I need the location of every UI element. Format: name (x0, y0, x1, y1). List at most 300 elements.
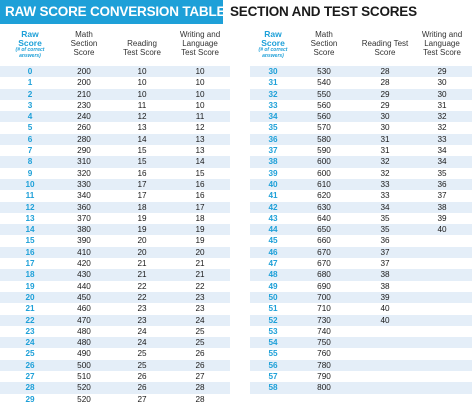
table-row (250, 213, 472, 224)
header-writing-line2: Language (424, 39, 460, 48)
table-row (250, 348, 472, 359)
math-score-cell: 600 (317, 157, 331, 167)
table-row (250, 303, 472, 314)
math-score-cell: 480 (77, 326, 91, 336)
reading-score-cell: 16 (137, 168, 147, 178)
raw-score-cell: 0 (27, 67, 33, 76)
writing-score-cell: 26 (195, 349, 205, 359)
raw-score-cell: 30 (268, 67, 278, 76)
table-header (250, 30, 472, 66)
writing-score-cell: 28 (195, 383, 205, 393)
reading-score-cell: 40 (380, 315, 390, 325)
writing-score-cell: 19 (195, 236, 205, 246)
math-score-cell: 450 (77, 292, 91, 302)
math-score-cell: 560 (317, 100, 331, 110)
table-row (0, 292, 230, 303)
reading-score-cell: 37 (380, 247, 390, 257)
reading-score-cell: 17 (137, 179, 147, 189)
math-score-cell: 700 (317, 292, 331, 302)
reading-score-cell: 28 (380, 67, 390, 76)
reading-score-cell: 35 (380, 213, 390, 223)
math-score-cell: 200 (77, 67, 91, 76)
table-body-left (0, 66, 230, 405)
writing-score-cell: 15 (195, 168, 205, 178)
math-score-cell: 230 (77, 100, 91, 110)
header-reading-line2: Score (374, 48, 396, 57)
reading-score-cell: 31 (380, 146, 390, 156)
reading-score-cell: 14 (137, 134, 147, 144)
writing-score-cell: 18 (195, 213, 205, 223)
math-score-cell: 760 (317, 349, 331, 359)
math-score-cell: 440 (77, 281, 91, 291)
math-score-cell: 660 (317, 236, 331, 246)
writing-score-cell: 23 (195, 304, 205, 314)
header-writing-line1: Writing and (421, 30, 463, 39)
math-score-cell: 550 (317, 89, 331, 99)
math-score-cell: 480 (77, 338, 91, 348)
writing-score-cell: 13 (195, 146, 205, 156)
raw-score-cell: 58 (268, 383, 278, 393)
raw-score-cell: 27 (25, 372, 35, 382)
table-row (0, 394, 230, 405)
header-raw-line2: Score (18, 38, 42, 48)
writing-score-cell: 29 (437, 67, 447, 76)
header-raw-score (250, 30, 296, 66)
raw-score-cell: 52 (268, 315, 278, 325)
reading-score-cell: 13 (137, 123, 147, 133)
reading-score-cell: 30 (380, 112, 390, 122)
reading-score-cell: 32 (380, 168, 390, 178)
writing-score-cell: 13 (195, 134, 205, 144)
reading-score-cell: 19 (137, 225, 147, 235)
table-row (250, 100, 472, 111)
math-score-cell: 380 (77, 225, 91, 235)
table-row (250, 145, 472, 156)
math-score-cell: 630 (317, 202, 331, 212)
table-row (250, 224, 472, 235)
raw-score-cell: 1 (27, 78, 33, 88)
table-row (0, 371, 230, 382)
raw-score-cell: 15 (25, 236, 35, 246)
header-math (298, 30, 350, 66)
writing-score-cell: 10 (195, 89, 205, 99)
raw-score-cell: 45 (268, 236, 278, 246)
math-score-cell: 640 (317, 213, 331, 223)
raw-score-cell: 38 (268, 157, 278, 167)
raw-score-cell: 21 (25, 304, 35, 314)
math-score-cell: 750 (317, 338, 331, 348)
table-row (0, 337, 230, 348)
table-row (250, 235, 472, 246)
writing-score-cell: 33 (437, 134, 447, 144)
reading-score-cell: 20 (137, 236, 147, 246)
table-row (250, 337, 472, 348)
reading-score-cell: 24 (137, 326, 147, 336)
math-score-cell: 260 (77, 123, 91, 133)
reading-score-cell: 36 (380, 236, 390, 246)
math-score-cell: 530 (317, 67, 331, 76)
table-row (0, 100, 230, 111)
writing-score-cell: 39 (437, 213, 447, 223)
raw-score-cell: 46 (268, 247, 278, 257)
math-score-cell: 580 (317, 134, 331, 144)
math-score-cell: 590 (317, 146, 331, 156)
table-row (250, 179, 472, 190)
table-row (0, 360, 230, 371)
reading-score-cell: 10 (137, 67, 147, 76)
math-score-cell: 710 (317, 304, 331, 314)
header-writing-line2: Language (182, 39, 218, 48)
writing-score-cell: 30 (437, 78, 447, 88)
math-score-cell: 310 (77, 157, 91, 167)
raw-score-cell: 43 (268, 213, 278, 223)
raw-score-cell: 40 (268, 179, 278, 189)
raw-score-cell: 55 (268, 349, 278, 359)
writing-score-cell: 34 (437, 157, 447, 167)
reading-score-cell: 26 (137, 383, 147, 393)
table-row (0, 156, 230, 167)
table-row (0, 179, 230, 190)
math-score-cell: 540 (317, 78, 331, 88)
reading-score-cell: 35 (380, 225, 390, 235)
writing-score-cell: 34 (437, 146, 447, 156)
writing-score-cell: 36 (437, 179, 447, 189)
raw-score-cell: 57 (268, 372, 278, 382)
conversion-table-right (250, 30, 472, 394)
header-math-line3: Score (73, 48, 95, 57)
table-row (0, 269, 230, 280)
raw-score-cell: 2 (27, 89, 33, 99)
reading-score-cell: 28 (380, 78, 390, 88)
header-writing-line3: Test Score (423, 48, 461, 57)
table-row (0, 66, 230, 77)
raw-score-cell: 8 (27, 157, 33, 167)
header-reading (112, 30, 172, 66)
header-math-line3: Score (313, 48, 335, 57)
math-score-cell: 370 (77, 213, 91, 223)
reading-score-cell: 27 (137, 394, 147, 404)
raw-score-cell: 47 (268, 259, 278, 269)
header-raw-score (2, 30, 58, 66)
writing-score-cell: 10 (195, 78, 205, 88)
raw-score-cell: 35 (268, 123, 278, 133)
reading-score-cell: 11 (137, 100, 147, 110)
table-row (250, 247, 472, 258)
raw-score-cell: 42 (268, 202, 278, 212)
header-writing-line3: Test Score (181, 48, 219, 57)
page-banner (0, 0, 474, 24)
table-row (0, 258, 230, 269)
raw-score-cell: 18 (25, 270, 35, 280)
raw-score-cell: 37 (268, 146, 278, 156)
raw-score-cell: 32 (268, 89, 278, 99)
table-row (250, 360, 472, 371)
header-raw-sub2: answers) (19, 52, 41, 59)
reading-score-cell: 19 (137, 213, 147, 223)
raw-score-cell: 4 (27, 112, 33, 122)
table-row (0, 315, 230, 326)
reading-score-cell: 38 (380, 281, 390, 291)
math-score-cell: 360 (77, 202, 91, 212)
writing-score-cell: 10 (195, 100, 205, 110)
math-score-cell: 340 (77, 191, 91, 201)
header-raw-sub1: (# of correct (15, 47, 45, 53)
conversion-table-left (0, 30, 230, 405)
math-score-cell: 690 (317, 281, 331, 291)
writing-score-cell: 21 (195, 270, 205, 280)
reading-score-cell: 26 (137, 372, 147, 382)
writing-score-cell: 24 (195, 315, 205, 325)
reading-score-cell: 32 (380, 157, 390, 167)
raw-score-cell: 16 (25, 247, 35, 257)
header-reading-line1: Reading (127, 39, 157, 48)
table-row (0, 348, 230, 359)
math-score-cell: 520 (77, 394, 91, 404)
table-row (0, 145, 230, 156)
raw-score-cell: 23 (25, 326, 35, 336)
math-score-cell: 390 (77, 236, 91, 246)
math-score-cell: 800 (317, 383, 331, 393)
reading-score-cell: 34 (380, 202, 390, 212)
table-row (250, 89, 472, 100)
table-row (250, 111, 472, 122)
raw-score-cell: 11 (25, 191, 35, 201)
writing-score-cell: 10 (195, 67, 205, 76)
table-title: RAW SCORE CONVERSION TABLE 1 (0, 0, 223, 24)
reading-score-cell: 23 (137, 315, 147, 325)
reading-score-cell: 29 (380, 100, 390, 110)
math-score-cell: 320 (77, 168, 91, 178)
raw-score-cell: 48 (268, 270, 278, 280)
reading-score-cell: 37 (380, 259, 390, 269)
raw-score-cell: 26 (25, 360, 35, 370)
raw-score-cell: 13 (25, 213, 35, 223)
writing-score-cell: 22 (195, 281, 205, 291)
raw-score-cell: 12 (25, 202, 35, 212)
math-score-cell: 410 (77, 247, 91, 257)
table-row (0, 303, 230, 314)
math-score-cell: 510 (77, 372, 91, 382)
table-row (250, 315, 472, 326)
table-row (0, 122, 230, 133)
table-row (0, 235, 230, 246)
header-writing (170, 30, 230, 66)
table-row (250, 66, 472, 77)
table-row (250, 292, 472, 303)
math-score-cell: 570 (317, 123, 331, 133)
math-score-cell: 240 (77, 112, 91, 122)
header-raw-line1: Raw (264, 29, 282, 39)
table-row (0, 326, 230, 337)
header-raw-line1: Raw (21, 29, 39, 39)
writing-score-cell: 17 (195, 202, 205, 212)
table-row (0, 247, 230, 258)
math-score-cell: 780 (317, 360, 331, 370)
table-row (250, 269, 472, 280)
table-row (250, 202, 472, 213)
table-row (0, 89, 230, 100)
header-writing-line1: Writing and (179, 30, 221, 39)
table-row (250, 382, 472, 393)
writing-score-cell: 27 (195, 372, 205, 382)
table-row (0, 382, 230, 393)
header-reading-line1: Reading Test (361, 39, 409, 48)
raw-score-cell: 6 (27, 134, 33, 144)
writing-score-cell: 16 (195, 179, 205, 189)
reading-score-cell: 33 (380, 179, 390, 189)
table-row (250, 77, 472, 88)
writing-score-cell: 31 (437, 100, 447, 110)
math-score-cell: 490 (77, 349, 91, 359)
raw-score-cell: 51 (268, 304, 278, 314)
reading-score-cell: 21 (137, 259, 147, 269)
table-row (0, 168, 230, 179)
reading-score-cell: 40 (380, 304, 390, 314)
raw-score-cell: 54 (268, 338, 278, 348)
header-raw-sub2: answers) (262, 52, 284, 59)
raw-score-cell: 56 (268, 360, 278, 370)
table-row (250, 371, 472, 382)
raw-score-cell: 53 (268, 326, 278, 336)
writing-score-cell: 32 (437, 123, 447, 133)
raw-score-cell: 31 (268, 78, 278, 88)
math-score-cell: 460 (77, 304, 91, 314)
reading-score-cell: 10 (137, 78, 147, 88)
table-row (250, 281, 472, 292)
raw-score-cell: 49 (268, 281, 278, 291)
section-title: SECTION AND TEST SCORES (230, 4, 417, 19)
reading-score-cell: 21 (137, 270, 147, 280)
reading-score-cell: 22 (137, 292, 147, 302)
writing-score-cell: 16 (195, 191, 205, 201)
table-row (250, 168, 472, 179)
reading-score-cell: 30 (380, 123, 390, 133)
math-score-cell: 560 (317, 112, 331, 122)
writing-score-cell: 19 (195, 225, 205, 235)
table-row (250, 258, 472, 269)
writing-score-cell: 37 (437, 191, 447, 201)
raw-score-cell: 34 (268, 112, 278, 122)
table-body-right (250, 66, 472, 394)
table-row (0, 213, 230, 224)
table-header (0, 30, 230, 66)
reading-score-cell: 25 (137, 349, 147, 359)
math-score-cell: 600 (317, 168, 331, 178)
math-score-cell: 620 (317, 191, 331, 201)
writing-score-cell: 26 (195, 360, 205, 370)
table-row (0, 77, 230, 88)
math-score-cell: 420 (77, 259, 91, 269)
raw-score-cell: 28 (25, 383, 35, 393)
reading-score-cell: 18 (137, 202, 147, 212)
header-writing (412, 30, 472, 66)
math-score-cell: 680 (317, 270, 331, 280)
writing-score-cell: 12 (195, 123, 205, 133)
math-score-cell: 650 (317, 225, 331, 235)
math-score-cell: 470 (77, 315, 91, 325)
header-math (58, 30, 110, 66)
reading-score-cell: 17 (137, 191, 147, 201)
table-row (250, 122, 472, 133)
raw-score-cell: 3 (27, 100, 33, 110)
header-math-line2: Section (310, 39, 338, 48)
raw-score-cell: 20 (25, 292, 35, 302)
raw-score-cell: 25 (25, 349, 35, 359)
table-row (0, 281, 230, 292)
raw-score-cell: 44 (268, 225, 278, 235)
math-score-cell: 670 (317, 247, 331, 257)
reading-score-cell: 25 (137, 360, 147, 370)
table-row (0, 134, 230, 145)
header-raw-line2: Score (261, 38, 285, 48)
math-score-cell: 740 (317, 326, 331, 336)
math-score-cell: 790 (317, 372, 331, 382)
reading-score-cell: 12 (137, 112, 147, 122)
raw-score-cell: 19 (25, 281, 35, 291)
writing-score-cell: 21 (195, 259, 205, 269)
reading-score-cell: 22 (137, 281, 147, 291)
writing-score-cell: 38 (437, 202, 447, 212)
writing-score-cell: 11 (195, 112, 205, 122)
math-score-cell: 500 (77, 360, 91, 370)
reading-score-cell: 31 (380, 134, 390, 144)
header-reading (354, 30, 416, 66)
header-math-line2: Section (70, 39, 98, 48)
reading-score-cell: 33 (380, 191, 390, 201)
math-score-cell: 280 (77, 134, 91, 144)
raw-score-cell: 24 (25, 338, 35, 348)
writing-score-cell: 25 (195, 338, 205, 348)
reading-score-cell: 20 (137, 247, 147, 257)
raw-score-cell: 39 (268, 168, 278, 178)
reading-score-cell: 15 (137, 157, 147, 167)
raw-score-cell: 17 (25, 259, 35, 269)
raw-score-cell: 50 (268, 292, 278, 302)
raw-score-cell: 36 (268, 134, 278, 144)
raw-score-cell: 33 (268, 100, 278, 110)
table-row (250, 326, 472, 337)
math-score-cell: 210 (77, 89, 91, 99)
math-score-cell: 200 (77, 78, 91, 88)
math-score-cell: 670 (317, 259, 331, 269)
writing-score-cell: 25 (195, 326, 205, 336)
raw-score-cell: 29 (25, 394, 35, 404)
reading-score-cell: 10 (137, 89, 147, 99)
header-math-line1: Math (315, 30, 333, 39)
raw-score-cell: 22 (25, 315, 35, 325)
table-row (250, 190, 472, 201)
math-score-cell: 430 (77, 270, 91, 280)
math-score-cell: 610 (317, 179, 331, 189)
reading-score-cell: 23 (137, 304, 147, 314)
writing-score-cell: 40 (437, 225, 447, 235)
table-row (0, 190, 230, 201)
raw-score-cell: 10 (25, 179, 35, 189)
header-raw-sub1: (# of correct (258, 47, 288, 53)
reading-score-cell: 15 (137, 146, 147, 156)
raw-score-cell: 5 (27, 123, 33, 133)
writing-score-cell: 32 (437, 112, 447, 122)
writing-score-cell: 30 (437, 89, 447, 99)
header-math-line1: Math (75, 30, 93, 39)
math-score-cell: 520 (77, 383, 91, 393)
writing-score-cell: 28 (195, 394, 205, 404)
writing-score-cell: 20 (195, 247, 205, 257)
raw-score-cell: 7 (27, 146, 33, 156)
math-score-cell: 330 (77, 179, 91, 189)
writing-score-cell: 14 (195, 157, 205, 167)
raw-score-cell: 14 (25, 225, 35, 235)
